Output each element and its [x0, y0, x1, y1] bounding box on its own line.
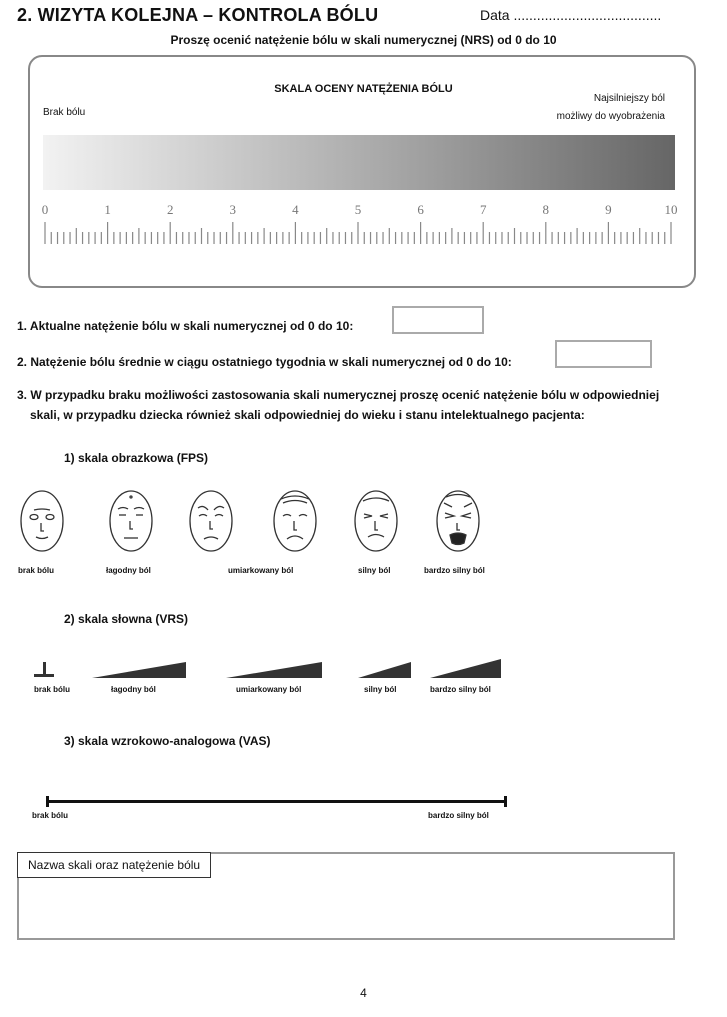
vas-left-label: brak bólu: [32, 811, 69, 820]
nrs-right-label-line2: możliwy do wyobrażenia: [556, 111, 665, 122]
nrs-instruction: Proszę ocenić natężenie bólu w skali numerycznej (NRS) od 0 do 10: [170, 33, 557, 47]
nrs-tick-label-3: 3: [229, 202, 237, 217]
nrs-tick-label-7: 7: [479, 202, 487, 217]
nrs-tick-label-5: 5: [354, 202, 362, 217]
face-no-pain-icon: [21, 491, 63, 551]
question-3-line2: skali, w przypadku dziecka również skali odpowiedniej do wieku i stanu intelektualnego pacjenta:: [30, 408, 585, 422]
nrs-tick-label-0: 0: [41, 202, 49, 217]
nrs-gradient-bar: [43, 135, 675, 190]
vrs-heading: 2) skala słowna (VRS): [64, 612, 189, 626]
nrs-tick-label-2: 2: [166, 202, 174, 217]
face-very-severe-pain-icon: [355, 491, 397, 551]
vas-right-label: bardzo silny ból: [428, 811, 489, 820]
fps-label-1: łagodny ból: [106, 566, 151, 575]
question-2-answer-box[interactable]: [555, 340, 652, 368]
nrs-tick-label-4: 4: [292, 202, 299, 217]
vrs-label-3: silny ból: [364, 685, 397, 694]
vrs-very-severe-wedge: [430, 659, 501, 678]
fps-faces: [18, 483, 508, 573]
vrs-label-4: bardzo silny ból: [430, 685, 491, 694]
scale-result-label: Nazwa skali oraz natężenie bólu: [17, 852, 211, 878]
face-worst-pain-icon: [437, 491, 479, 551]
vas-heading: 3) skala wzrokowo-analogowa (VAS): [64, 734, 271, 748]
vrs-severe-wedge: [358, 662, 411, 678]
nrs-tick-label-9: 9: [605, 202, 612, 217]
fps-label-2: umiarkowany ból: [228, 566, 294, 575]
date-field[interactable]: Data ......................................: [480, 7, 662, 23]
nrs-tick-label-1: 1: [104, 202, 111, 217]
fps-label-3: silny ból: [358, 566, 391, 575]
question-2: 2. Natężenie bólu średnie w ciągu ostatniego tygodnia w skali numerycznej od 0 do 10:: [17, 355, 512, 369]
vrs-label-0: brak bólu: [34, 685, 71, 694]
vrs-wedges: [30, 658, 510, 682]
face-severe-pain-icon: [274, 491, 316, 551]
question-1-answer-box[interactable]: [392, 306, 484, 334]
page-title: 2. WIZYTA KOLEJNA – KONTROLA BÓLU: [17, 5, 379, 25]
nrs-ruler: [0, 198, 727, 250]
nrs-right-label-line1: Najsilniejszy ból: [593, 93, 665, 104]
question-3-line1: 3. W przypadku braku możliwości zastosowania skali numerycznej proszę ocenić natężenie bólu w odpowiedniej: [17, 388, 660, 402]
face-mild-pain-icon: [110, 491, 152, 551]
nrs-tick-label-10: 10: [664, 202, 678, 217]
vas-line[interactable]: [40, 795, 515, 809]
face-moderate-pain-icon: [190, 491, 232, 551]
vrs-moderate-wedge: [226, 662, 322, 678]
nrs-scale-title: SKALA OCENY NATĘŻENIA BÓLU: [274, 83, 453, 95]
fps-heading: 1) skala obrazkowa (FPS): [64, 451, 209, 465]
vrs-label-1: łagodny ból: [111, 685, 156, 694]
vrs-mild-wedge: [92, 662, 186, 678]
vrs-label-2: umiarkowany ból: [236, 685, 302, 694]
nrs-left-label: Brak bólu: [43, 107, 86, 118]
question-1: 1. Aktualne natężenie bólu w skali numerycznej od 0 do 10:: [17, 319, 354, 333]
fps-label-4: bardzo silny ból: [424, 566, 485, 575]
nrs-tick-label-8: 8: [542, 202, 550, 217]
page-number: 4: [360, 986, 367, 1000]
fps-label-0: brak bólu: [18, 566, 55, 575]
nrs-tick-label-6: 6: [417, 202, 424, 217]
